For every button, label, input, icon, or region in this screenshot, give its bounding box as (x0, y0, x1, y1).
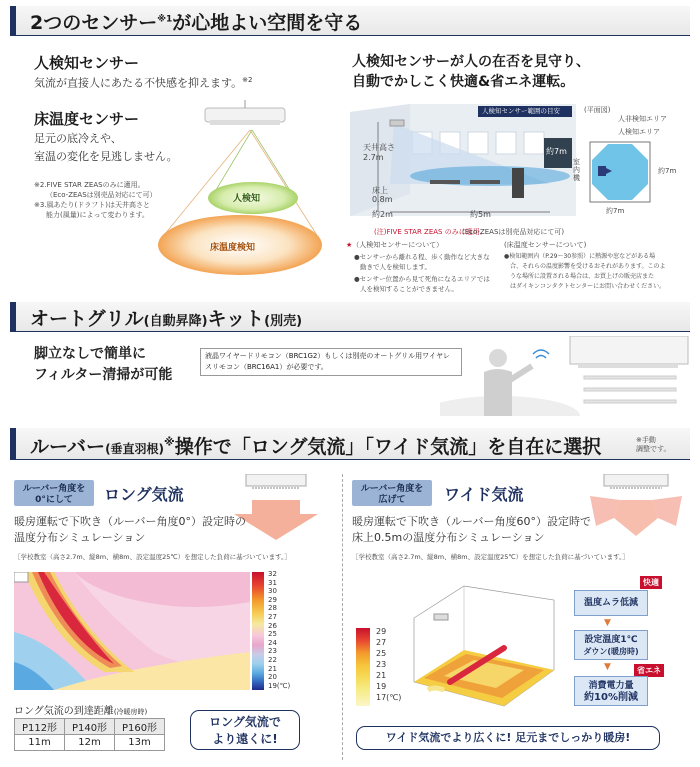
floor-sensor-notes (504, 240, 666, 292)
section-header-autogrill (10, 302, 690, 332)
footnote-mark: ※ (164, 435, 175, 449)
flow-step-3-line: 約10%削減 (584, 692, 638, 703)
human-sensor-notes: ★（人検知センサーについて） ●センサーから離れる程、歩く動作など大きな 動きで人を検知します。 ●センサー位置から見て死角になるエリアでは 人を検知することができません。 (346, 241, 490, 293)
section-paren: (別売) (264, 314, 303, 329)
plan-view-title: (平面図) (584, 106, 611, 114)
floor-sensor-desc-1: 足元の底冷えや、 (34, 132, 122, 145)
tag-line: ルーバー角度を (22, 484, 86, 494)
human-notes-title: 人検知センサーについて (359, 241, 437, 249)
scale-tick: 20 (268, 673, 277, 682)
autogrill-heading (34, 344, 172, 386)
plan-height-label: 約7m (658, 167, 677, 175)
autogrill-note-line: スリモコン（BRC16A1）が必要です。 (205, 363, 328, 371)
room-sensor-diagram (350, 104, 576, 222)
reach-title (14, 702, 147, 717)
manual-note (636, 436, 670, 454)
note-line: （Eco-ZEASは別売品対応にて可） (46, 191, 157, 199)
model-cell: P140形 (65, 719, 115, 735)
section-header-sensors (10, 6, 690, 36)
star-icon: ★ (346, 241, 353, 249)
dist-2m: 約2m (372, 210, 393, 219)
pill-line: ロング気流で (209, 715, 281, 729)
wide-louver-tag (352, 480, 432, 506)
dist-7m: 約7m (546, 147, 567, 156)
reach-title-text: ロング気流の到達距離 (14, 706, 114, 717)
scale-tick: 27 (268, 612, 277, 621)
ceiling-value: 2.7m (363, 153, 384, 162)
autogrill-line2: フィルター清掃が可能 (34, 367, 173, 383)
diagram-caption-2: (Eco-ZEASは別売品対応にて可) (462, 228, 565, 236)
sensor-notes (34, 180, 157, 220)
nonhuman-area-label: 人非検知エリア (618, 115, 667, 123)
flow-step-1: 温度ムラ低減 (574, 590, 648, 616)
wide-color-scale (356, 627, 402, 706)
long-color-scale (252, 570, 291, 690)
section-header-louver (10, 428, 690, 460)
scale-tick: 23 (376, 660, 387, 669)
scale-tick: 23 (268, 647, 277, 656)
footnote-mark: ※2 (242, 76, 253, 84)
wide-flow-arrow (586, 474, 690, 542)
note-line: 能力(風量)によって変わります。 (46, 211, 149, 219)
manual-note-line: ※手動 (636, 436, 656, 444)
model-cell: P160形 (115, 719, 165, 735)
footnote-mark: ※1 (157, 14, 173, 25)
energy-tag: 省エネ (634, 664, 664, 677)
range-badge: 人検知センサー範囲の目安 (482, 107, 560, 115)
section-title: 2つのセンサー (30, 12, 158, 34)
flow-step-3-line: 消費電力量 (588, 681, 634, 691)
wide-cond: ［学校教室（高さ2.7m、縦8m、横8m、設定温度25℃）を想定した負荷に基づいています。］ (352, 553, 629, 561)
scale-tick: 24 (268, 638, 277, 647)
reach-cell: 13m (115, 735, 165, 751)
section-title-2: キット (207, 308, 265, 330)
scale-tick: 17(℃) (376, 693, 402, 702)
tag-line: 広げて (378, 495, 406, 505)
autogrill-note-line: 液晶ワイヤードリモコン（BRC1G2）もしくは別売のオートグリル用ワイヤレ (205, 352, 450, 360)
scale-tick: 22 (268, 655, 277, 664)
arrow-down-icon: ▼ (604, 618, 611, 628)
long-flow-title: ロング気流 (104, 485, 184, 504)
floor-note-line: ●検知範囲内（P.29〜30参照）に熱源や窓などがある場 (504, 253, 656, 260)
scale-tick: 28 (268, 604, 277, 613)
wide-pill: ワイド気流でより広くに! 足元までしっかり暖房! (356, 726, 660, 750)
autogrill-line1: 脚立なしで簡単に (34, 346, 146, 362)
reach-cell: 11m (15, 735, 65, 751)
scale-tick: 19(℃) (268, 681, 291, 690)
scale-tick: 21 (268, 664, 277, 673)
floor-note-line: 合、それらの温度影響を受けるおそれがあります。このよ (510, 263, 666, 270)
wide-desc-line: 暖房運転で下吹き（ルーバー角度60°）設定時で (352, 515, 591, 528)
section-subtitle: (自動昇降) (143, 314, 208, 329)
right-heading-line2: 自動でかしこく快適&省エネ運転。 (352, 74, 575, 90)
wide-flow-title: ワイド気流 (444, 485, 524, 504)
section-title-rest: が心地よい空間を守る (172, 12, 363, 34)
human-detect-label: 人検知 (233, 194, 261, 204)
section-subtitle: (垂直羽根) (105, 442, 165, 456)
section-title: オートグリル (30, 308, 144, 330)
tag-line: ルーバー角度を (360, 484, 424, 494)
long-pill (190, 710, 300, 750)
scale-tick: 30 (268, 587, 277, 596)
manual-note-line: 調整です。 (636, 445, 671, 453)
floor-note-line: はダイキンコンタクトセンターにお問い合わせください。 (510, 283, 666, 290)
long-louver-tag (14, 480, 94, 506)
scale-tick: 19 (376, 682, 387, 691)
pill-line: より遠くに! (212, 732, 278, 746)
long-desc-line: 暖房運転で下吹き（ルーバー角度0°）設定時の (14, 515, 246, 528)
floor-value: 0.8m (372, 195, 393, 204)
long-desc (14, 514, 246, 546)
scale-tick: 26 (268, 621, 277, 630)
plan-width-label: 約7m (606, 207, 625, 215)
floor-detect-label: 床温度検知 (210, 243, 256, 253)
section-title: ルーバー (30, 436, 106, 458)
flow-step-2 (574, 630, 648, 660)
reach-cell: 12m (65, 735, 115, 751)
section-title-2: 操作で「ロング気流」「ワイド気流」を自在に選択 (174, 436, 602, 458)
wide-desc-line: 床上0.5mの温度分布シミュレーション (352, 531, 545, 544)
arrow-down-icon: ▼ (604, 662, 611, 672)
reach-table (14, 718, 165, 751)
plan-view-diagram (588, 140, 652, 204)
scale-tick: 25 (376, 649, 387, 658)
floor-height-label (372, 186, 393, 204)
human-note-line: ●センサー位置から見て死角になるエリアでは (354, 275, 490, 283)
column-divider (342, 474, 343, 760)
right-heading-line1: 人検知センサーが人の在否を見守り、 (352, 54, 590, 70)
comfort-tag: 快適 (640, 576, 662, 589)
long-flow-heatmap (14, 572, 250, 690)
flow-step-2-line: ダウン(暖房時) (583, 647, 639, 656)
scale-tick: 31 (268, 578, 277, 587)
scale-tick: 32 (268, 570, 277, 578)
floor-sensor-heading: 床温度センサー (34, 110, 140, 128)
long-cond: ［学校教室（高さ2.7m、縦8m、横8m、設定温度25℃）を想定した負荷に基づいています。］ (14, 553, 291, 561)
diagram-caption-1: (注)FIVE STAR ZEAS のみに適用。 (374, 228, 487, 236)
autogrill-note-box (200, 348, 462, 376)
wide-desc (352, 514, 591, 546)
floor-note-line: うな場所に設置される場合は、お買上げの販売店また (510, 273, 655, 280)
flow-step-3 (574, 676, 648, 706)
scale-tick: 25 (268, 630, 277, 639)
wide-flow-heatmap (404, 578, 564, 718)
human-sensor-desc (34, 72, 252, 92)
human-note-line: 人を検知することができません。 (360, 285, 458, 293)
indoor-unit-label: 室内機 (573, 158, 580, 182)
floor-notes-title: (床温度センサーについて) (504, 241, 587, 249)
autogrill-illustration (440, 336, 690, 416)
flow-step-2-line: 設定温度1℃ (584, 635, 638, 645)
dist-5m: 約5m (470, 210, 491, 219)
human-area-label: 人検知エリア (618, 128, 660, 136)
tag-line: 0°にして (35, 495, 73, 505)
human-note-line: ●センサーから離れる程、歩く動作など大きな (354, 253, 490, 261)
ceiling-label: 天井高さ (363, 143, 395, 152)
note-line: ※2.FIVE STAR ZEASのみに適用。 (34, 181, 145, 189)
note-line: ※3.風あたり(ドラフト)は天井高さと (34, 201, 151, 209)
human-sensor-desc-text: 気流が直接人にあたる不快感を抑えます。 (34, 76, 243, 90)
long-flow-arrow (232, 474, 332, 542)
human-sensor-heading: 人検知センサー (34, 54, 140, 72)
reach-subtitle: (冷暖房時) (113, 708, 148, 716)
floor-sensor-desc-2: 室温の変化を見逃しません。 (34, 150, 178, 163)
floor-label: 床上 (372, 186, 388, 195)
human-note-line: 動きで人を検知します。 (360, 263, 431, 271)
scale-tick: 29 (376, 627, 387, 636)
long-desc-line: 温度分布シミュレーション (14, 531, 146, 544)
scale-tick: 29 (268, 595, 277, 604)
scale-tick: 27 (376, 638, 387, 647)
model-cell: P112形 (15, 719, 65, 735)
right-heading (352, 52, 590, 92)
scale-tick: 21 (376, 671, 387, 680)
ceiling-height-label (363, 143, 395, 163)
